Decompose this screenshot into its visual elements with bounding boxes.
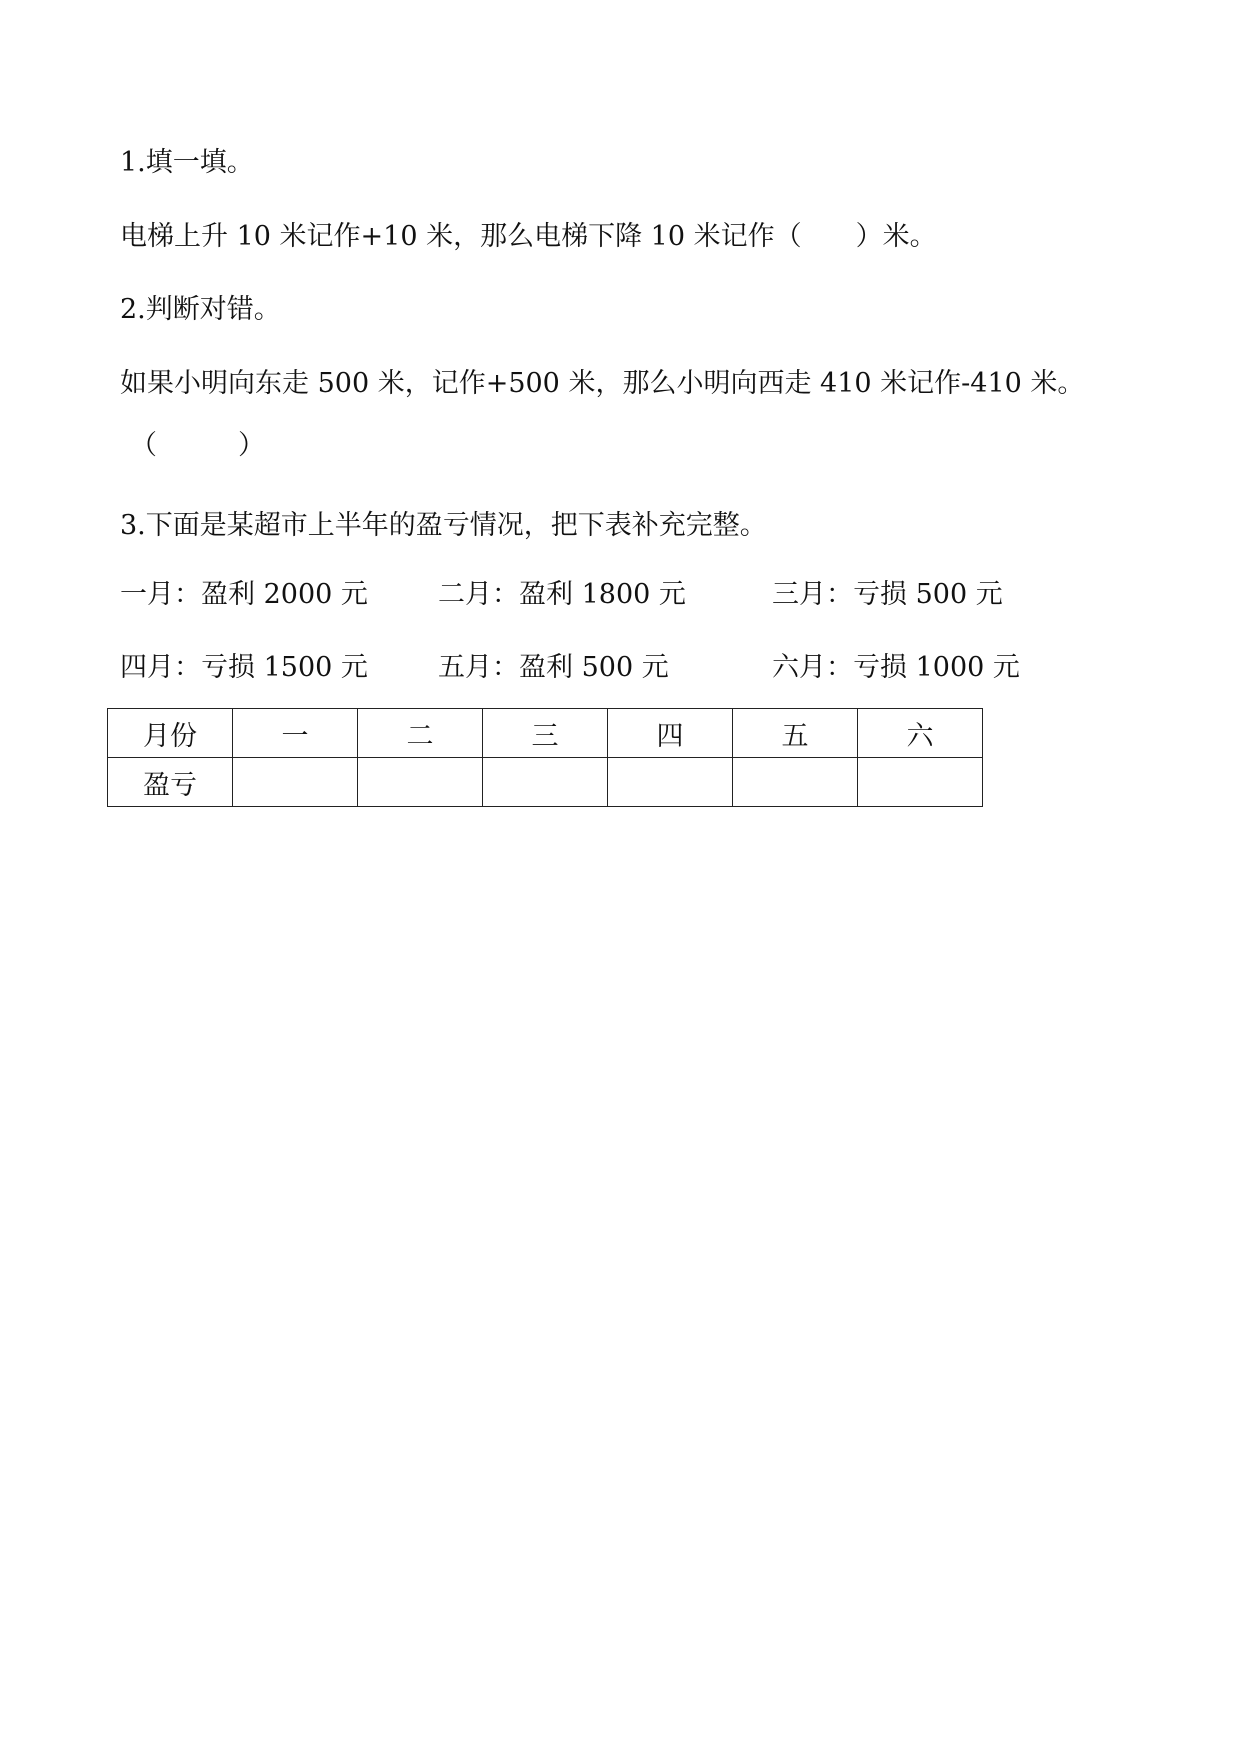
question-2-title: 2.判断对错。: [120, 294, 281, 325]
table-header-cell: 五: [733, 709, 858, 758]
table-answer-cell[interactable]: [358, 758, 483, 807]
table-answer-cell[interactable]: [733, 758, 858, 807]
question-1-title: 1.填一填。: [120, 147, 254, 178]
table-row-label: 盈亏: [108, 758, 233, 807]
profit-loss-table: [107, 708, 983, 807]
table-answer-cell[interactable]: [608, 758, 733, 807]
month-data-june: 六月：亏损 1000 元: [772, 652, 1020, 683]
table-answer-cell[interactable]: [233, 758, 358, 807]
month-data-march: 三月：亏损 500 元: [772, 579, 1003, 610]
table-header-cell: 一: [233, 709, 358, 758]
month-data-april: 四月：亏损 1500 元: [120, 652, 368, 683]
table-header-cell: 六: [858, 709, 983, 758]
month-data-january: 一月：盈利 2000 元: [120, 579, 368, 610]
table-header-cell: 二: [358, 709, 483, 758]
table-header-cell: 三: [483, 709, 608, 758]
table-header-cell: 月份: [108, 709, 233, 758]
question-2-answer-blank[interactable]: （ ）: [130, 430, 265, 461]
table-header-cell: 四: [608, 709, 733, 758]
question-2-text: 如果小明向东走 500 米，记作+500 米，那么小明向西走 410 米记作-410 米。: [120, 368, 1085, 399]
question-3-title: 3.下面是某超市上半年的盈亏情况，把下表补充完整。: [120, 510, 767, 541]
month-data-may: 五月：盈利 500 元: [438, 652, 669, 683]
table-row: [108, 758, 983, 807]
table-header-row: [108, 709, 983, 758]
table-answer-cell[interactable]: [483, 758, 608, 807]
question-1-text: 电梯上升 10 米记作+10 米，那么电梯下降 10 米记作（ ）米。: [120, 221, 937, 252]
table-answer-cell[interactable]: [858, 758, 983, 807]
month-data-february: 二月：盈利 1800 元: [438, 579, 686, 610]
